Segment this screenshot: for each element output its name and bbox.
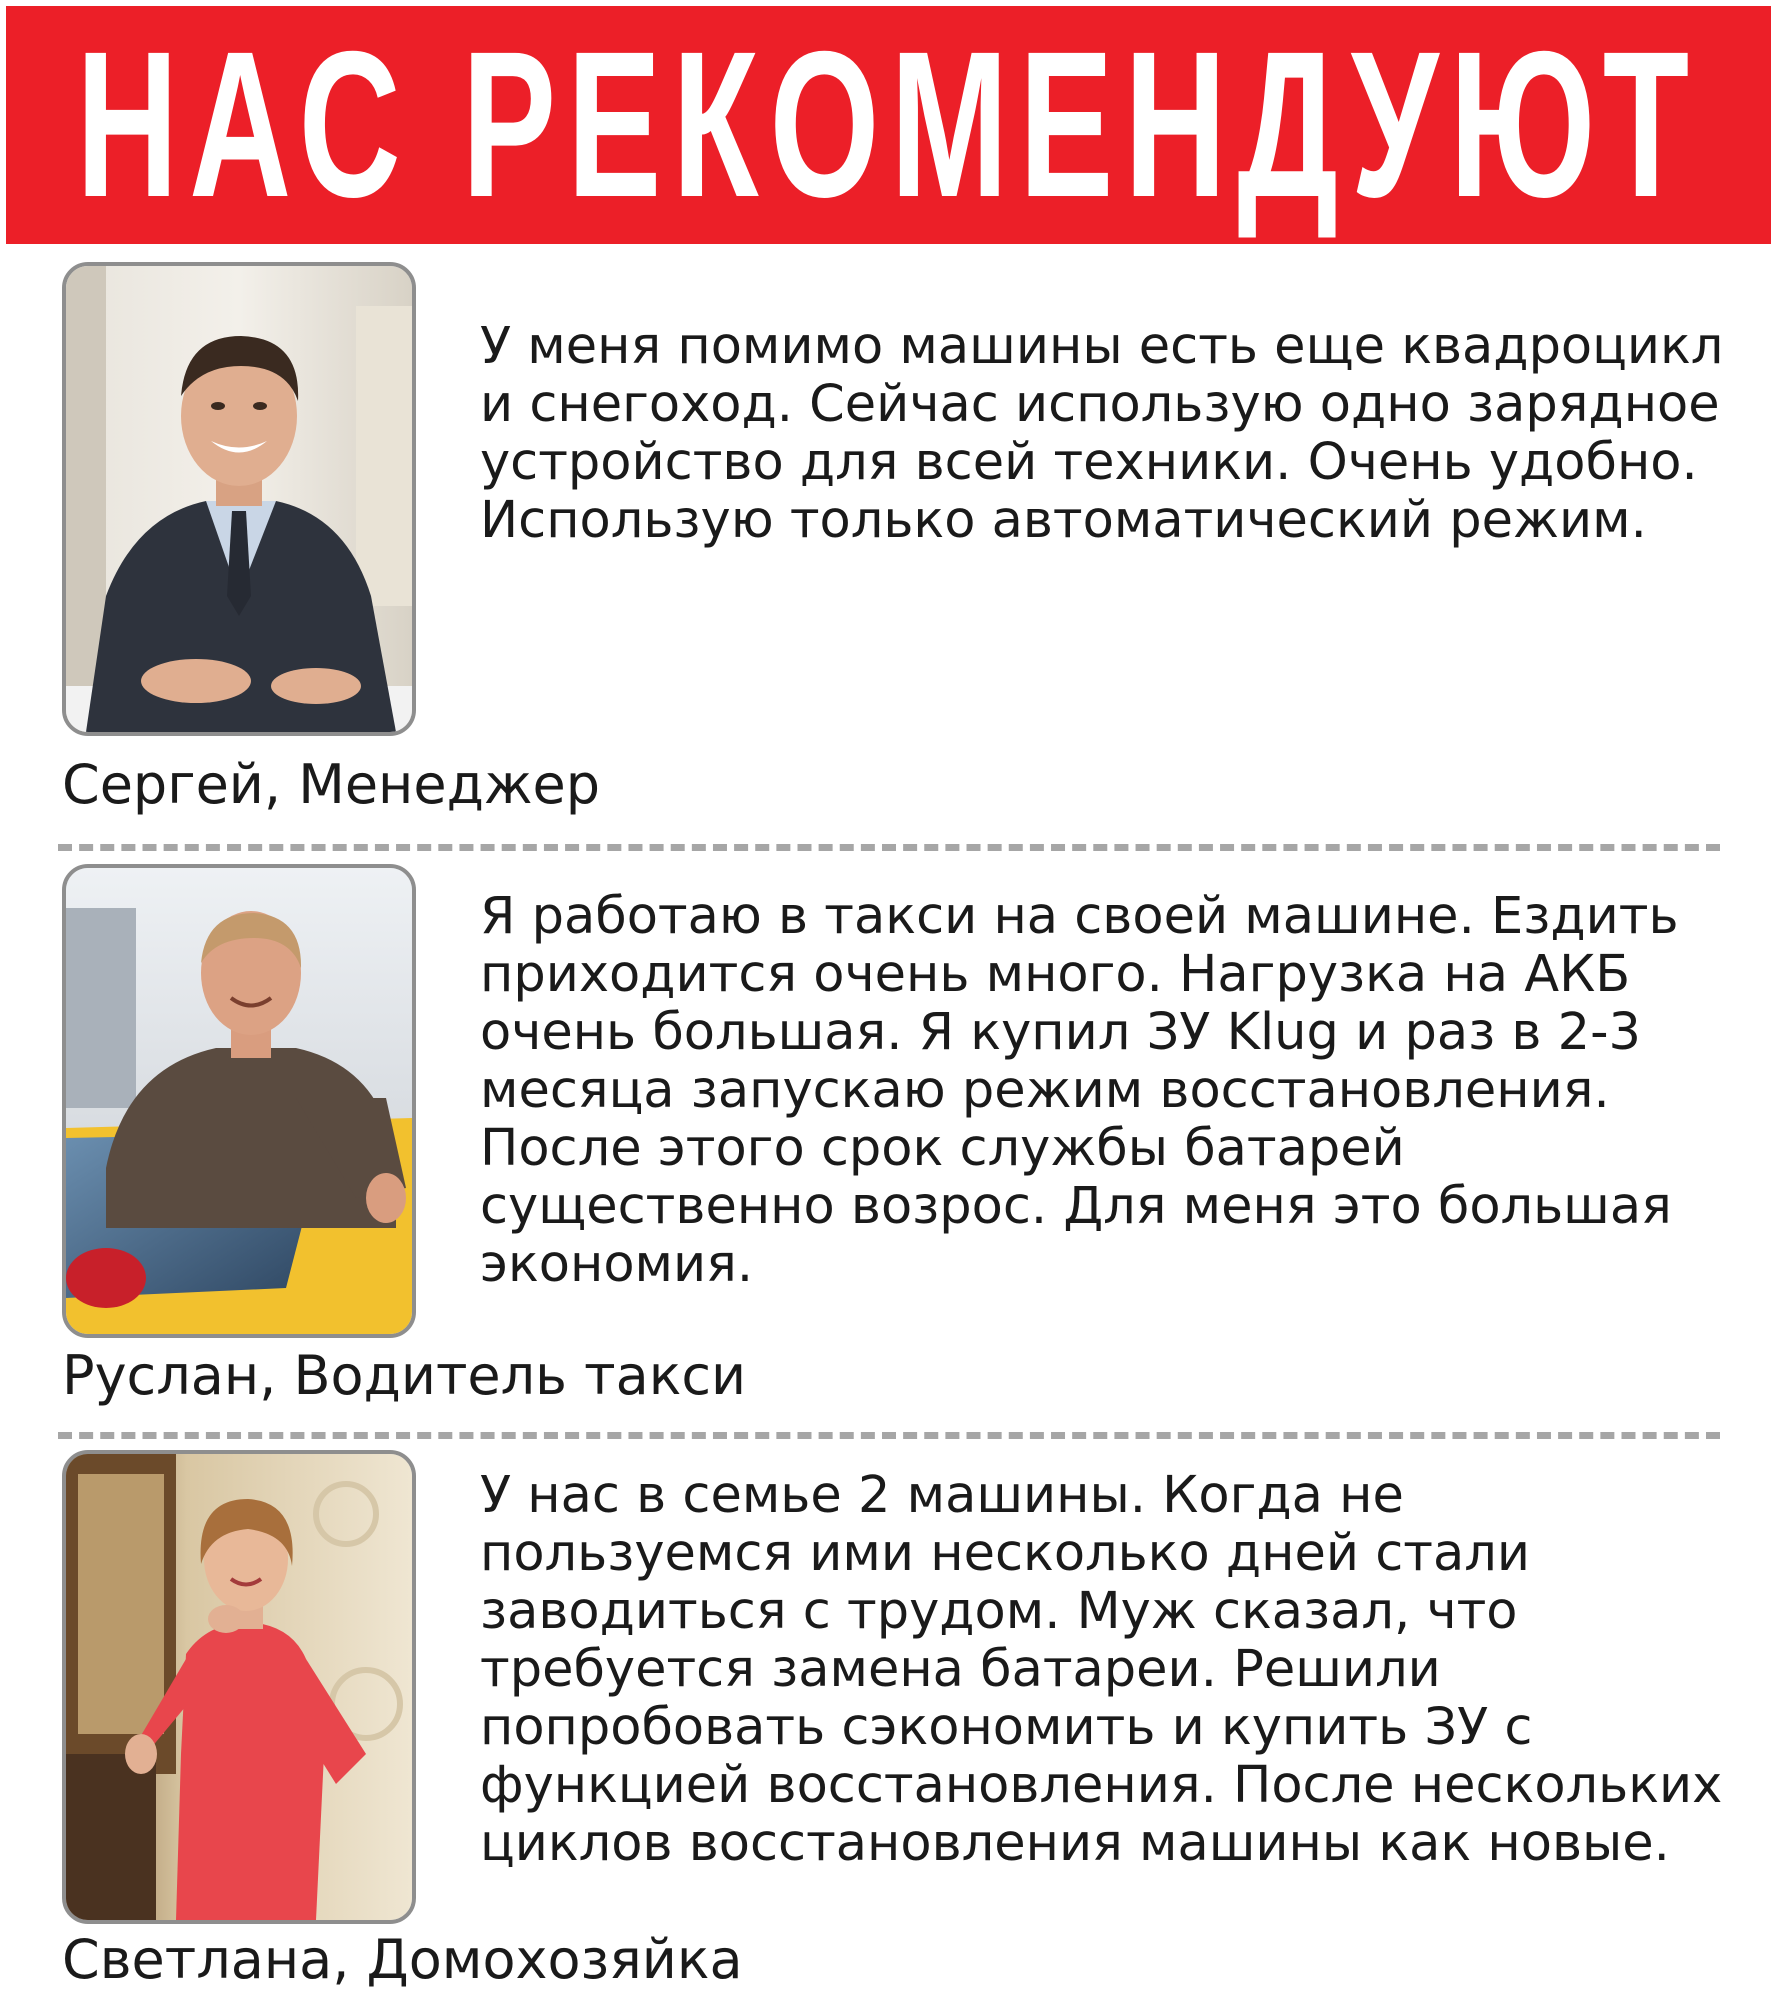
review-text: У меня помимо машины есть еще квадроцикл и снегоход. Сейчас использую одно зарядное устройство для всей техники. Очень удобно. Использую только автоматический режим. [480, 317, 1724, 550]
divider [58, 1432, 1720, 1439]
banner-title: НАС РЕКОМЕНДУЮТ [76, 9, 1701, 241]
taxi-driver-photo [62, 864, 416, 1338]
review-author: Светлана, Домохозяйка [62, 1928, 743, 1991]
divider [58, 844, 1720, 851]
header-banner [6, 6, 1771, 244]
review-author: Руслан, Водитель такси [62, 1344, 747, 1407]
review-text: Я работаю в такси на своей машине. Ездить приходится очень много. Нагрузка на АКБ очень большая. Я купил ЗУ Klug и раз в 2-3 месяца запускаю режим восстановления. После этого срок службы батарей существенно возрос. Для меня это большая экономия. [480, 887, 1679, 1294]
review-text: У нас в семье 2 машины. Когда не пользуемся ими несколько дней стали заводиться с трудом. Муж сказал, что требуется замена батареи. Решили попробовать сэкономить и купить ЗУ с функцией восстановления. После нескольких циклов восстановления машины как новые. [480, 1466, 1723, 1873]
review-author: Сергей, Менеджер [62, 753, 601, 816]
man-in-suit-photo [62, 262, 416, 736]
woman-in-red-dress-photo [62, 1450, 416, 1924]
